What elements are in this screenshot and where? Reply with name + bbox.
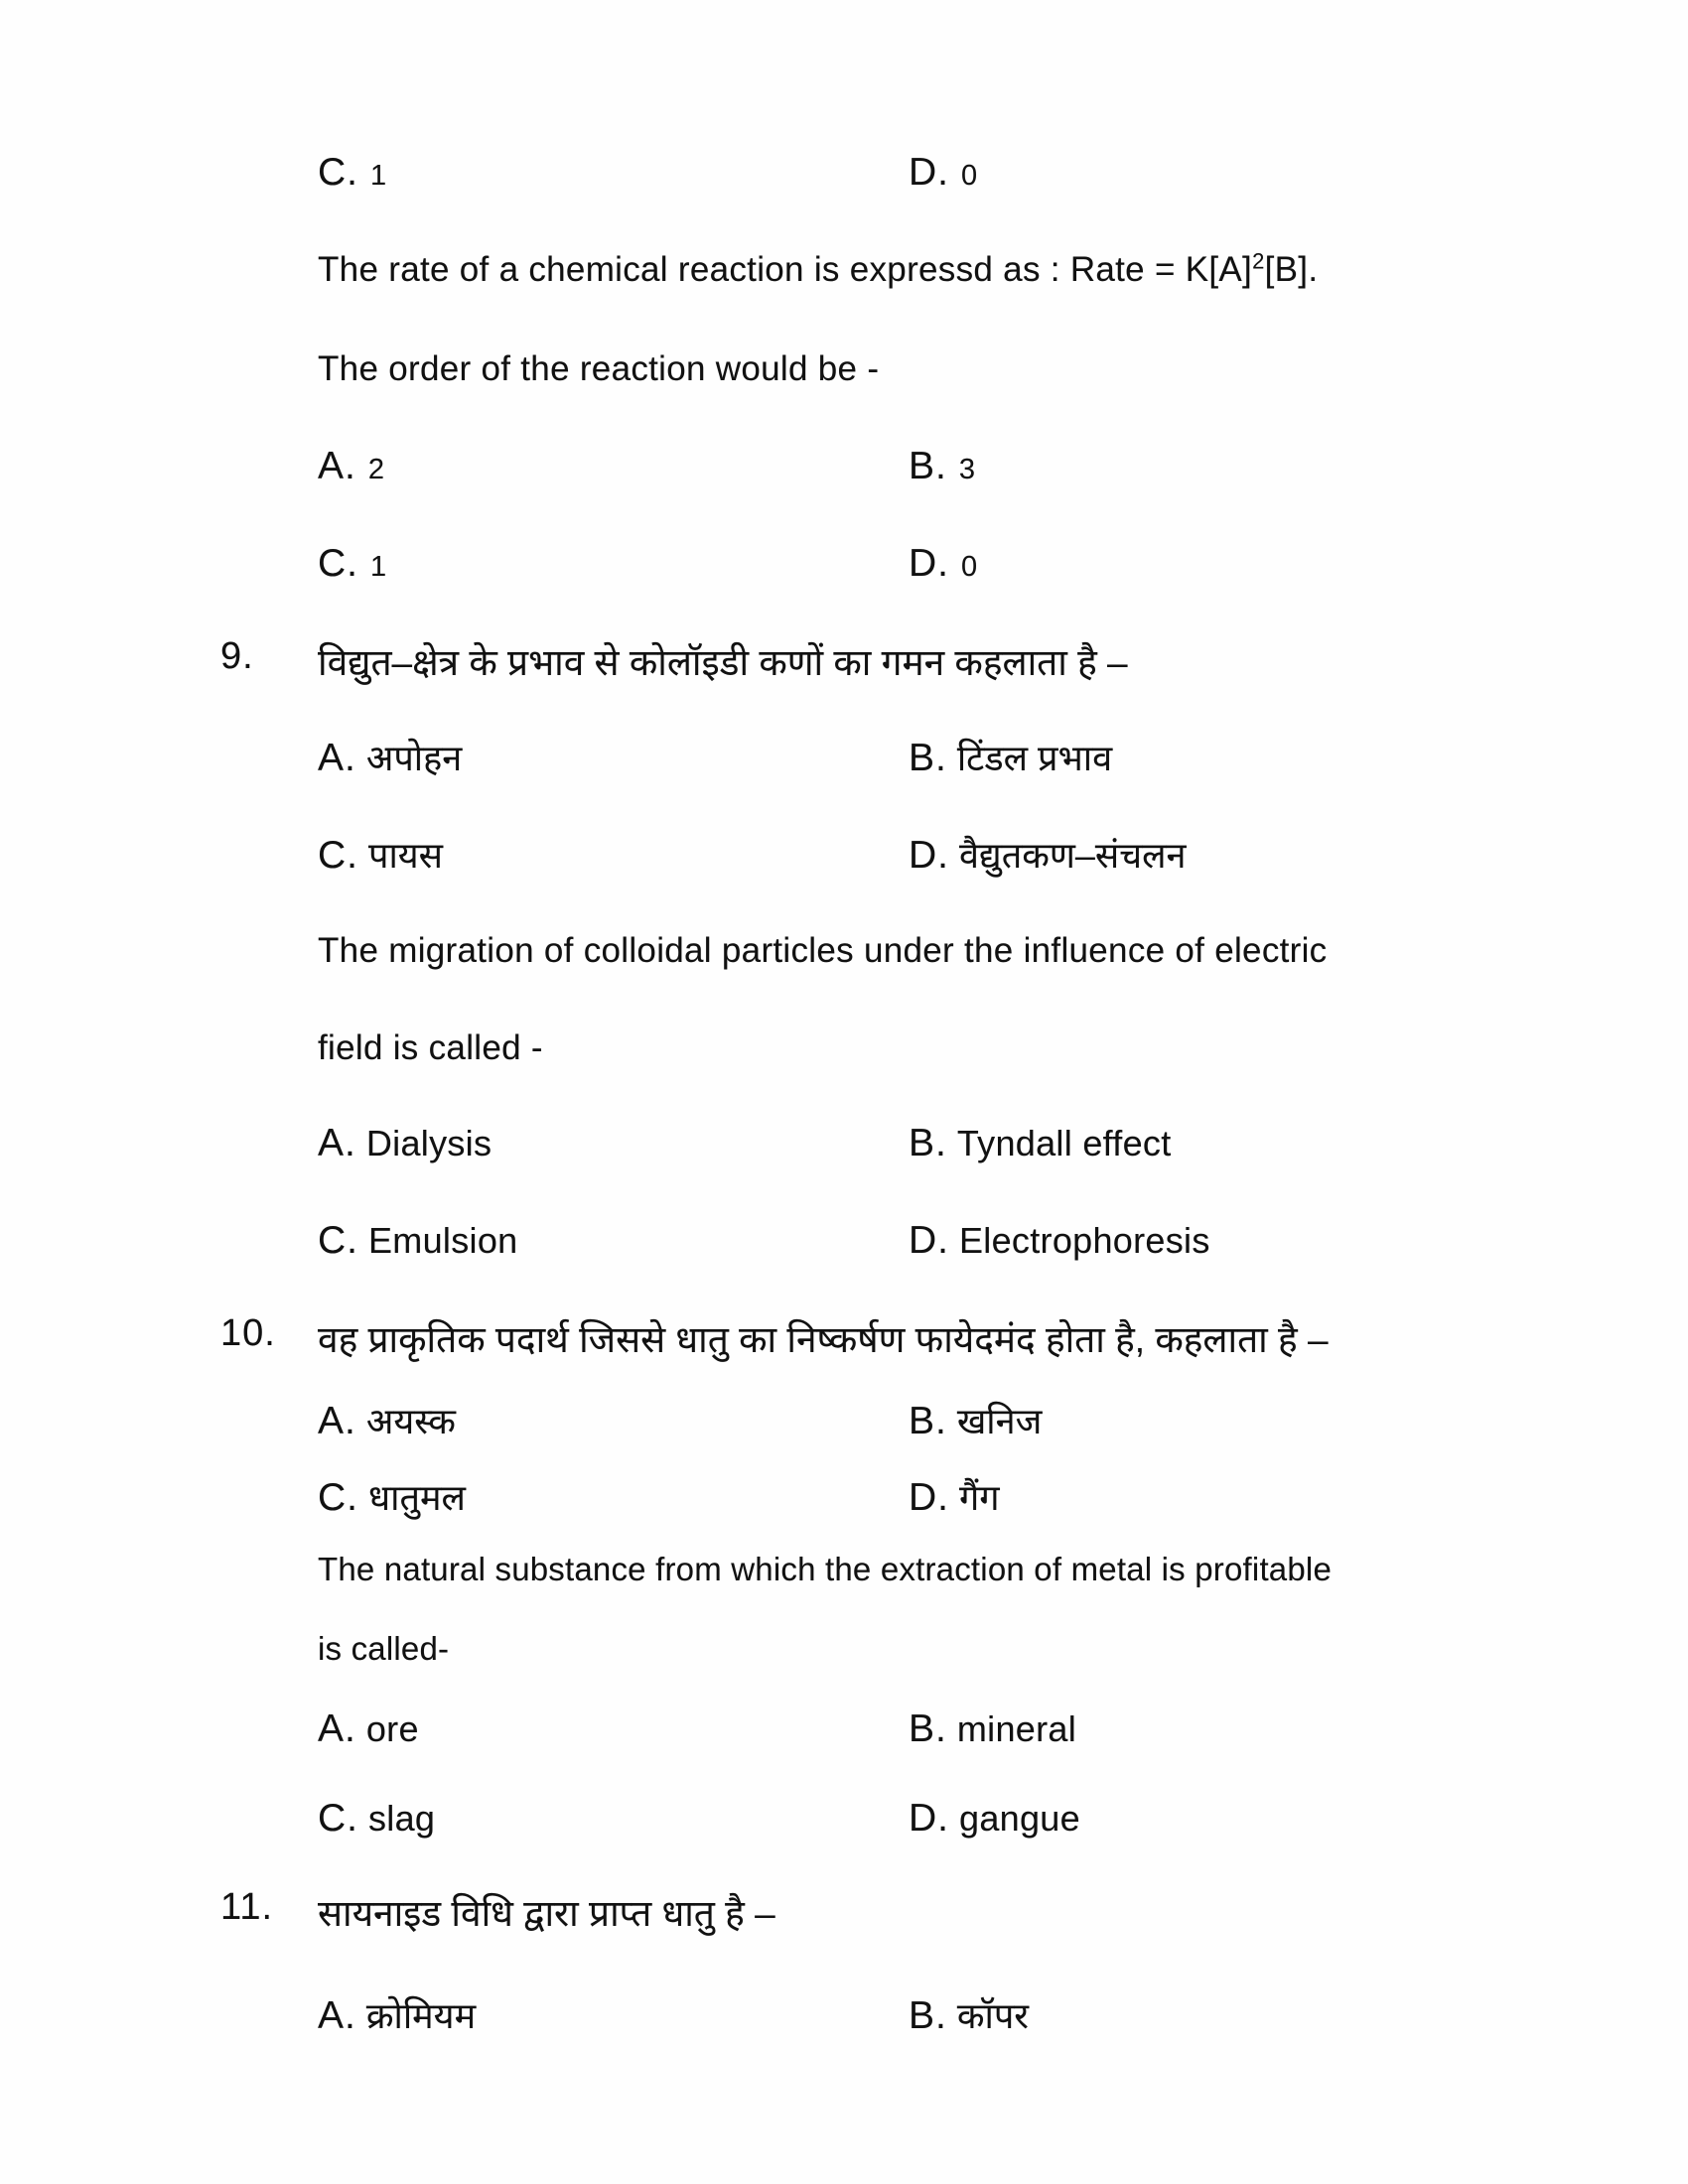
option-b <box>909 445 975 488</box>
option-value: कॉपर <box>956 1995 1030 2036</box>
question-text-english: The migration of colloidal particles under the influence of electric <box>318 931 1328 970</box>
option-c <box>318 151 386 195</box>
option-d <box>909 151 977 195</box>
option-label: B. <box>909 1122 947 1164</box>
option-value: गैंग <box>959 1477 1000 1518</box>
option-value: धातुमल <box>368 1477 466 1518</box>
option-c <box>318 830 443 879</box>
option-label: A. <box>318 737 356 779</box>
option-value: 0 <box>961 160 978 192</box>
option-label: A. <box>318 1707 356 1750</box>
option-b <box>909 1990 1029 2039</box>
option-b <box>909 1707 1076 1751</box>
option-value: Tyndall effect <box>956 1123 1172 1163</box>
option-b <box>909 1396 1042 1444</box>
option-value: 3 <box>958 454 975 485</box>
option-a <box>318 1707 419 1751</box>
option-value: Emulsion <box>368 1220 518 1261</box>
formula-suffix: [B]. <box>1264 250 1319 289</box>
option-a <box>318 445 384 488</box>
option-d <box>909 830 1187 879</box>
option-value: gangue <box>959 1798 1080 1839</box>
option-b <box>909 1122 1172 1165</box>
option-label: C. <box>318 1219 358 1262</box>
question-text-english <box>318 250 1318 290</box>
option-a <box>318 733 462 781</box>
option-a <box>318 1122 492 1165</box>
formula-prefix: The rate of a chemical reaction is expressd as : Rate = K[A] <box>318 250 1253 289</box>
option-value: 2 <box>367 454 384 485</box>
option-c <box>318 1219 517 1263</box>
option-label: C. <box>318 1476 358 1519</box>
question-text-english: is called- <box>318 1630 450 1667</box>
option-value: Electrophoresis <box>959 1220 1210 1261</box>
option-d <box>909 1472 1000 1521</box>
option-value: अपोहन <box>365 738 463 778</box>
option-d <box>909 1797 1080 1841</box>
option-label: D. <box>909 151 949 194</box>
option-label: A. <box>318 1994 356 2037</box>
option-c <box>318 1797 435 1841</box>
option-label: D. <box>909 834 949 877</box>
option-value: slag <box>368 1798 436 1839</box>
question-text-hindi: वह प्राकृतिक पदार्थ जिससे धातु का निष्कर्षण फायेदमंद होता है, कहलाता है – <box>318 1319 1329 1360</box>
option-label: A. <box>318 1122 356 1164</box>
option-label: D. <box>909 1797 949 1840</box>
question-text-hindi: सायनाइड विधि द्वारा प्राप्त धातु है – <box>318 1893 775 1934</box>
option-value: टिंडल प्रभाव <box>956 738 1113 778</box>
question-text-english: field is called - <box>318 1028 543 1067</box>
option-b <box>909 733 1112 781</box>
question-number: 11. <box>220 1886 274 1928</box>
option-value: अयस्क <box>365 1401 456 1441</box>
option-label: B. <box>909 1707 947 1750</box>
option-label: A. <box>318 445 356 487</box>
option-d <box>909 542 977 586</box>
option-label: D. <box>909 1476 949 1519</box>
option-label: B. <box>909 1994 947 2037</box>
option-label: A. <box>318 1400 356 1442</box>
option-value: 0 <box>961 551 978 583</box>
question-text-hindi: विद्युत–क्षेत्र के प्रभाव से कोलॉइडी कणों का गमन कहलाता है – <box>318 642 1128 683</box>
option-value: ore <box>365 1708 419 1749</box>
option-label: B. <box>909 445 947 487</box>
option-value: 1 <box>370 160 387 192</box>
option-value: वैद्युतकण–संचलन <box>959 835 1187 876</box>
option-label: B. <box>909 737 947 779</box>
question-number: 9. <box>220 635 254 677</box>
option-value: खनिज <box>956 1401 1043 1441</box>
option-label: C. <box>318 151 358 194</box>
option-label: C. <box>318 542 358 585</box>
option-c <box>318 542 386 586</box>
formula-superscript: 2 <box>1252 248 1265 274</box>
option-label: D. <box>909 1219 949 1262</box>
option-label: B. <box>909 1400 947 1442</box>
option-value: क्रोमियम <box>365 1995 477 2036</box>
question-text-english: The order of the reaction would be - <box>318 349 880 388</box>
option-label: D. <box>909 542 949 585</box>
option-value: पायस <box>368 835 443 876</box>
option-a <box>318 1396 456 1444</box>
question-number: 10. <box>220 1312 276 1354</box>
option-value: Dialysis <box>365 1123 492 1163</box>
option-label: C. <box>318 1797 358 1840</box>
option-c <box>318 1472 466 1521</box>
option-d <box>909 1219 1210 1263</box>
option-label: C. <box>318 834 358 877</box>
question-text-english: The natural substance from which the extraction of metal is profitable <box>318 1551 1332 1587</box>
option-value: mineral <box>956 1708 1076 1749</box>
option-a <box>318 1990 476 2039</box>
option-value: 1 <box>370 551 387 583</box>
